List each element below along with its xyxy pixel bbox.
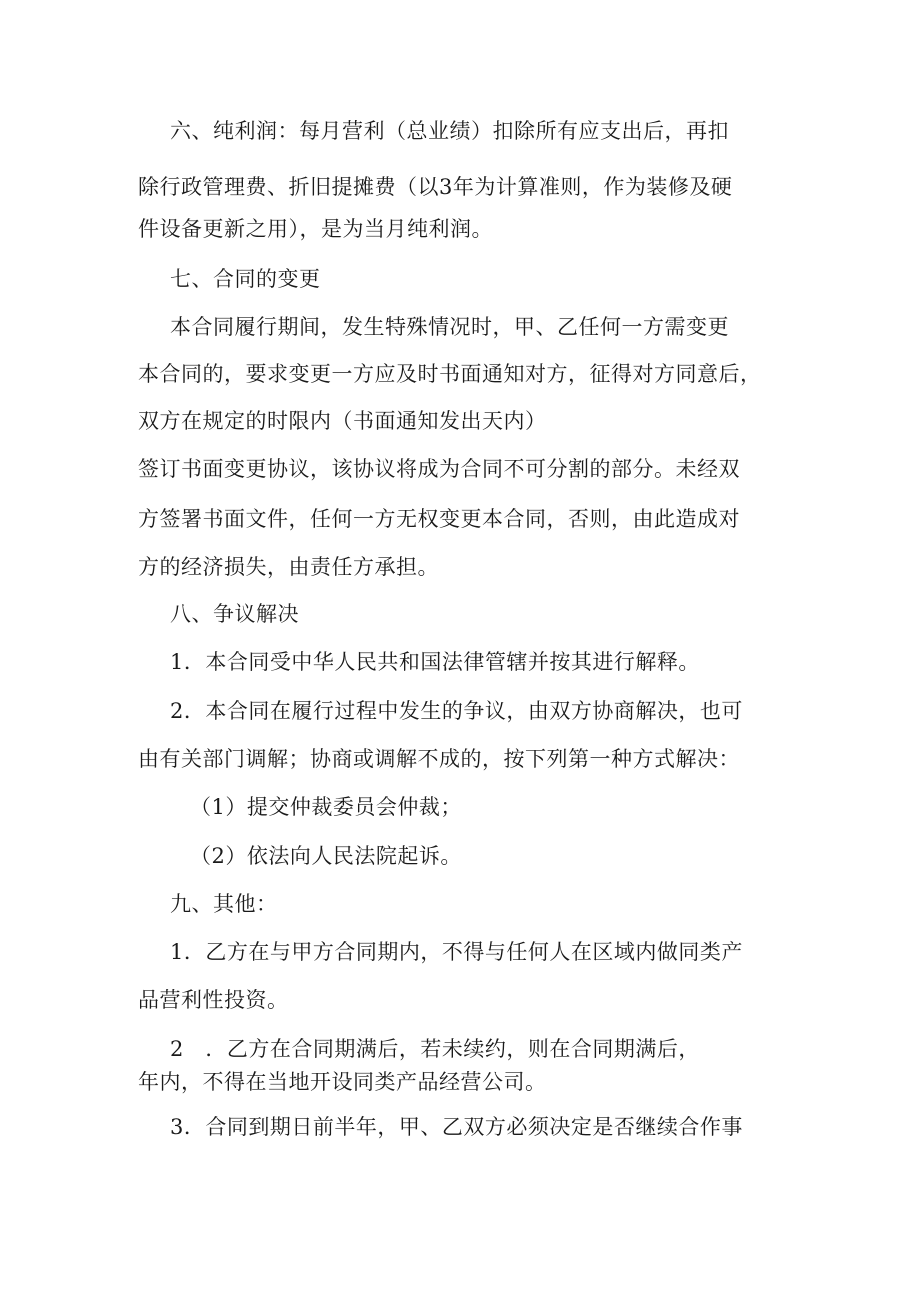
text-line: 除行政管理费、折旧提摊费（以3年为计算准则，作为装修及硬 [138, 175, 733, 199]
text-line: 签订书面变更协议，该协议将成为合同不可分割的部分。未经双 [138, 457, 740, 481]
text-line: 1．乙方在与甲方合同期内，不得与任何人在区域内做同类产 [170, 940, 743, 964]
section-heading: 九、其他： [170, 892, 278, 916]
text-line: 六、纯利润：每月营利（总业绩）扣除所有应支出后，再扣 [170, 119, 729, 143]
text-line: 3．合同到期日前半年，甲、乙双方必须决定是否继续合作事 [170, 1115, 743, 1139]
text-line: 由有关部门调解；协商或调解不成的，按下列第一种方式解决： [138, 747, 740, 771]
text-line: 2 ．乙方在合同期满后，若未续约，则在合同期满后， [170, 1037, 700, 1061]
text-line: 本合同履行期间，发生特殊情况时，甲、乙任何一方需变更 [170, 315, 729, 339]
text-line: 品营利性投资。 [138, 988, 289, 1012]
section-heading: 七、合同的变更 [170, 267, 321, 291]
section-heading: 八、争议解决 [170, 602, 299, 626]
text-line: 方的经济损失，由责任方承担。 [138, 555, 439, 579]
text-line: 1．本合同受中华人民共和国法律管辖并按其进行解释。 [170, 650, 700, 674]
text-line: 本合同的，要求变更一方应及时书面通知对方，征得对方同意后， [138, 362, 762, 386]
list-item: （2）依法向人民法院起诉。 [190, 844, 462, 868]
text-line: 方签署书面文件，任何一方无权变更本合同，否则，由此造成对 [138, 507, 740, 531]
text-line: 2．本合同在履行过程中发生的争议，由双方协商解决，也可 [170, 699, 743, 723]
text-line: 件设备更新之用），是为当月纯利润。 [138, 217, 493, 241]
list-item: （1）提交仲裁委员会仲裁； [190, 795, 462, 819]
text-line: 双方在规定的时限内（书面通知发出天内） [138, 409, 547, 433]
text-line: 年内，不得在当地开设同类产品经营公司。 [138, 1070, 547, 1094]
